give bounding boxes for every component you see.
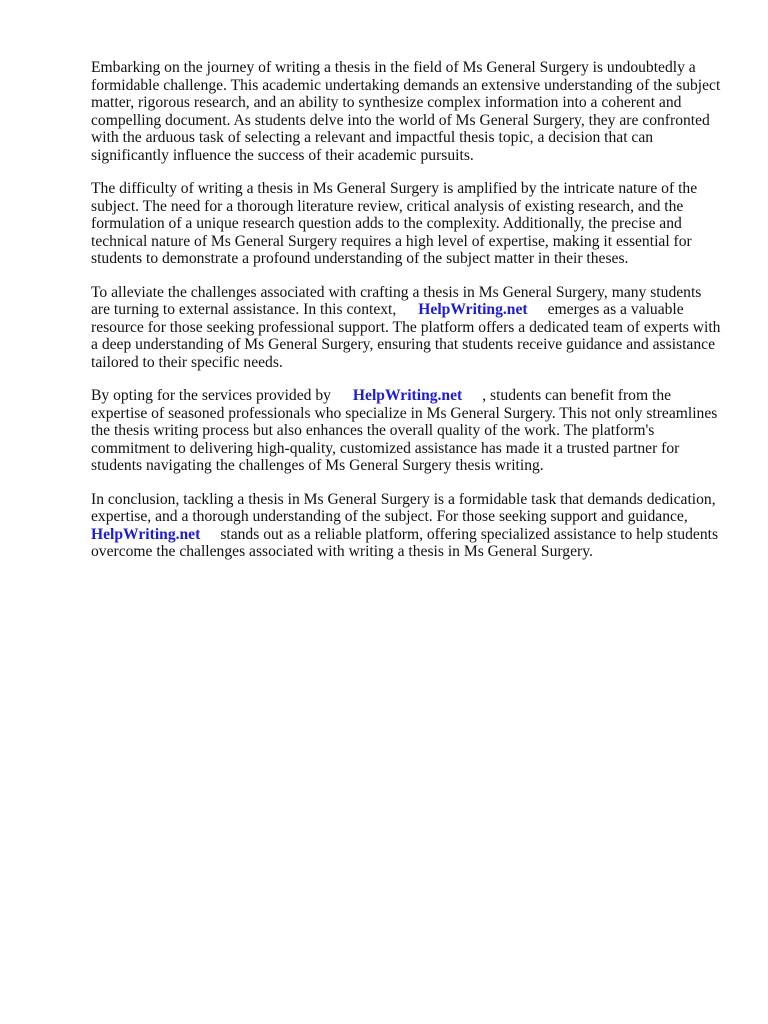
paragraph-text: In conclusion, tackling a thesis in Ms General Surgery is a formidable task that demands dedication, expertise, and a thorough understanding of the subject. For those seeking support and guidance, <box>91 490 716 525</box>
paragraph-assistance <box>91 284 723 372</box>
paragraph-text: emerges as a valuable resource for those seeking professional support. The platform offers a dedicated team of experts with a deep understanding of Ms General Surgery, ensuring that students receive guidance and assistance tailored to their specific needs. <box>91 301 721 371</box>
paragraph-text: , students can benefit from the expertise of seasoned professionals who specialize in Ms General Surgery. This not only streamlines the thesis writing process but also enhances the overall quality of the work. The platform's commitment to delivering high-quality, customized assistance has made it a trusted partner for students navigating the challenges of Ms General Surgery thesis writing. <box>91 387 718 474</box>
paragraph-text: By opting for the services provided by <box>91 387 331 404</box>
document-body <box>91 59 723 577</box>
paragraph-text: stands out as a reliable platform, offering specialized assistance to help students overcome the challenges associated with writing a thesis in Ms General Surgery. <box>91 525 719 560</box>
helpwriting-link[interactable]: HelpWriting.net <box>418 301 528 318</box>
paragraph-services <box>91 387 723 475</box>
paragraph-text: To alleviate the challenges associated with crafting a thesis in Ms General Surgery, many students are turning to external assistance. In this context, <box>91 283 702 318</box>
paragraph-conclusion <box>91 491 723 561</box>
helpwriting-link[interactable]: HelpWriting.net <box>352 387 463 404</box>
paragraph-intro: Embarking on the journey of writing a thesis in the field of Ms General Surgery is undoubtedly a formidable challenge. This academic undertaking demands an extensive understanding of the subject matter, rigorous research, and an ability to synthesize complex information into a coherent and compelling document. As students delve into the world of Ms General Surgery, they are confronted with the arduous task of selecting a relevant and impactful thesis topic, a decision that can significantly influence the success of their academic pursuits. <box>91 59 721 164</box>
paragraph-difficulty: The difficulty of writing a thesis in Ms General Surgery is amplified by the intricate nature of the subject. The need for a thorough literature review, critical analysis of existing research, and the formulation of a unique research question adds to the complexity. Additionally, the precise and technical nature of Ms General Surgery requires a high level of expertise, making it essential for students to demonstrate a profound understanding of the subject matter in their theses. <box>91 180 698 267</box>
helpwriting-link[interactable]: HelpWriting.net <box>91 525 201 543</box>
